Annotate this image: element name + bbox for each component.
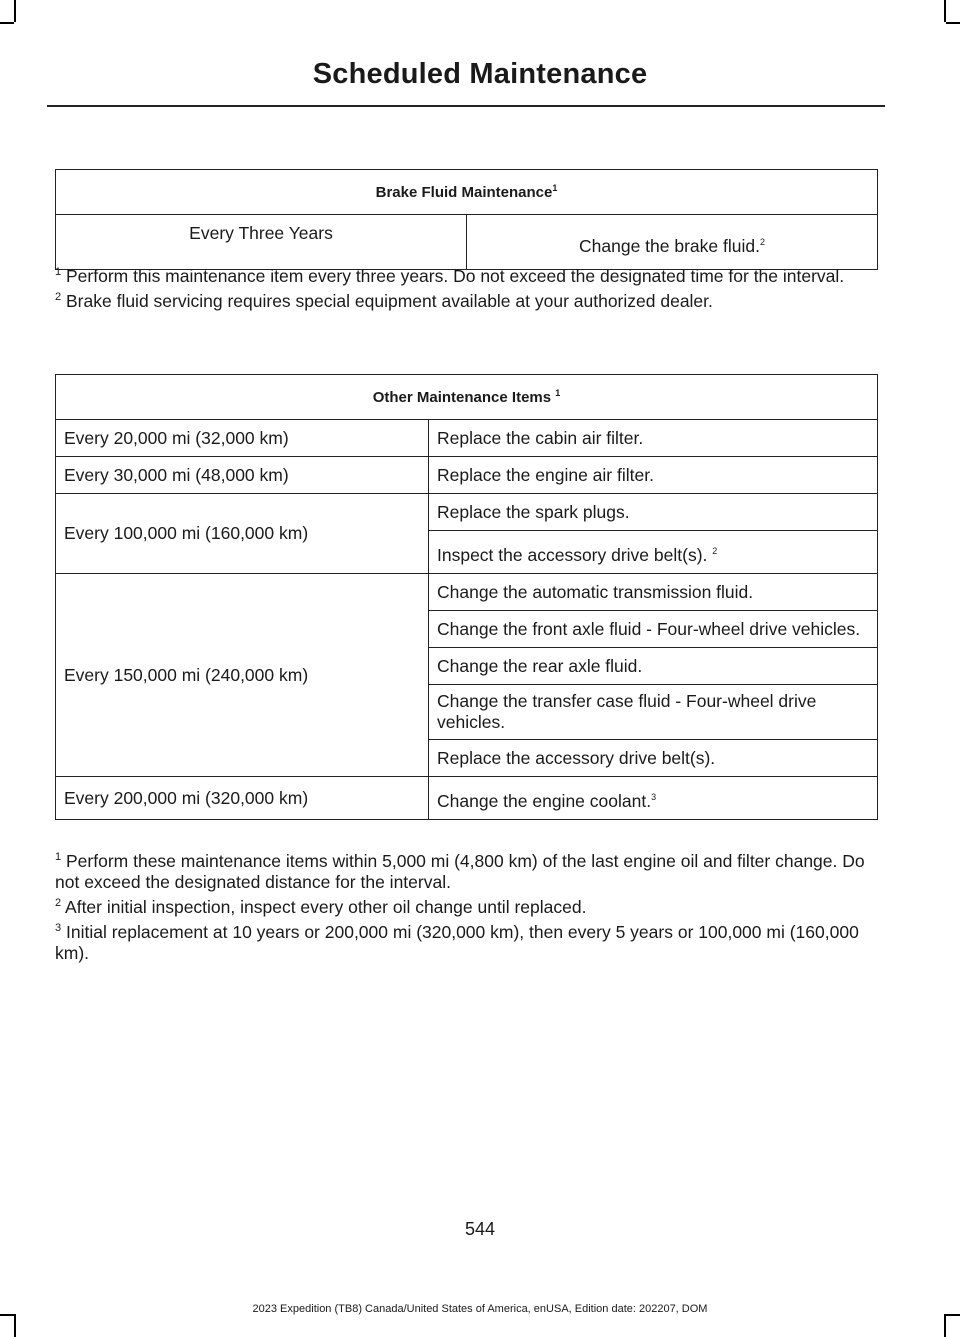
footnote: $^2$ Brake fluid servicing requires special equipment available at your authorized dealer.	[55, 291, 713, 311]
crop-mark	[946, 22, 960, 24]
task-cell: Replace the engine air filter.	[429, 457, 878, 494]
table-row	[56, 777, 878, 820]
table-row	[56, 494, 878, 531]
footnote: $^2$ After initial inspection, inspect every other oil change until replaced.	[55, 897, 587, 917]
footnote: $^3$ Initial replacement at 10 years or 200,000 mi (320,000 km), then every 5 years or 100,000 mi (160,000 km).	[55, 922, 859, 963]
page-title: Scheduled Maintenance	[312, 58, 648, 90]
crop-mark	[14, 0, 16, 22]
brake-interval: Every Three Years	[56, 215, 467, 270]
crop-mark	[14, 1314, 16, 1337]
table-row	[56, 457, 878, 494]
crop-mark	[944, 1314, 946, 1337]
brake-task: Change the brake fluid.$^2$	[467, 215, 878, 270]
other-table-title: Other Maintenance Items $^1$	[56, 375, 878, 420]
edition-footer: 2023 Expedition (TB8) Canada/United States of America, enUSA, Edition date: 202207, DOM	[252, 1303, 708, 1315]
other-footnotes	[55, 851, 885, 968]
interval-cell: Every 30,000 mi (48,000 km)	[56, 457, 429, 494]
task-cell: Replace the cabin air filter.	[429, 420, 878, 457]
crop-mark	[0, 22, 14, 24]
table-row	[56, 574, 878, 611]
crop-mark	[944, 0, 946, 22]
brake-footnotes	[55, 266, 885, 316]
other-maintenance-table	[55, 374, 878, 820]
table-row	[56, 420, 878, 457]
task-cell: Replace the accessory drive belt(s).	[429, 740, 878, 777]
footnote: $^1$ Perform this maintenance item every three years. Do not exceed the designated time for the interval.	[55, 266, 845, 286]
task-cell: Change the engine coolant.$^3$	[429, 777, 878, 820]
task-cell: Change the rear axle fluid.	[429, 648, 878, 685]
interval-cell: Every 100,000 mi (160,000 km)	[56, 494, 429, 574]
brake-table-title: Brake Fluid Maintenance$^1$	[56, 170, 878, 215]
page-number: 544	[464, 1219, 496, 1239]
task-cell: Replace the spark plugs.	[429, 494, 878, 531]
task-cell: Change the automatic transmission fluid.	[429, 574, 878, 611]
interval-cell: Every 20,000 mi (32,000 km)	[56, 420, 429, 457]
task-cell: Change the transfer case fluid - Four-wheel drive vehicles.	[429, 685, 878, 740]
interval-cell: Every 150,000 mi (240,000 km)	[56, 574, 429, 777]
title-divider	[47, 105, 885, 107]
interval-cell: Every 200,000 mi (320,000 km)	[56, 777, 429, 820]
footnote: $^1$ Perform these maintenance items within 5,000 mi (4,800 km) of the last engine oil and filter change. Do not exceed the designated distance for the interval.	[55, 851, 865, 892]
task-cell: Inspect the accessory drive belt(s). $^2$	[429, 531, 878, 574]
task-cell: Change the front axle fluid - Four-wheel drive vehicles.	[429, 611, 878, 648]
brake-fluid-table	[55, 169, 878, 270]
